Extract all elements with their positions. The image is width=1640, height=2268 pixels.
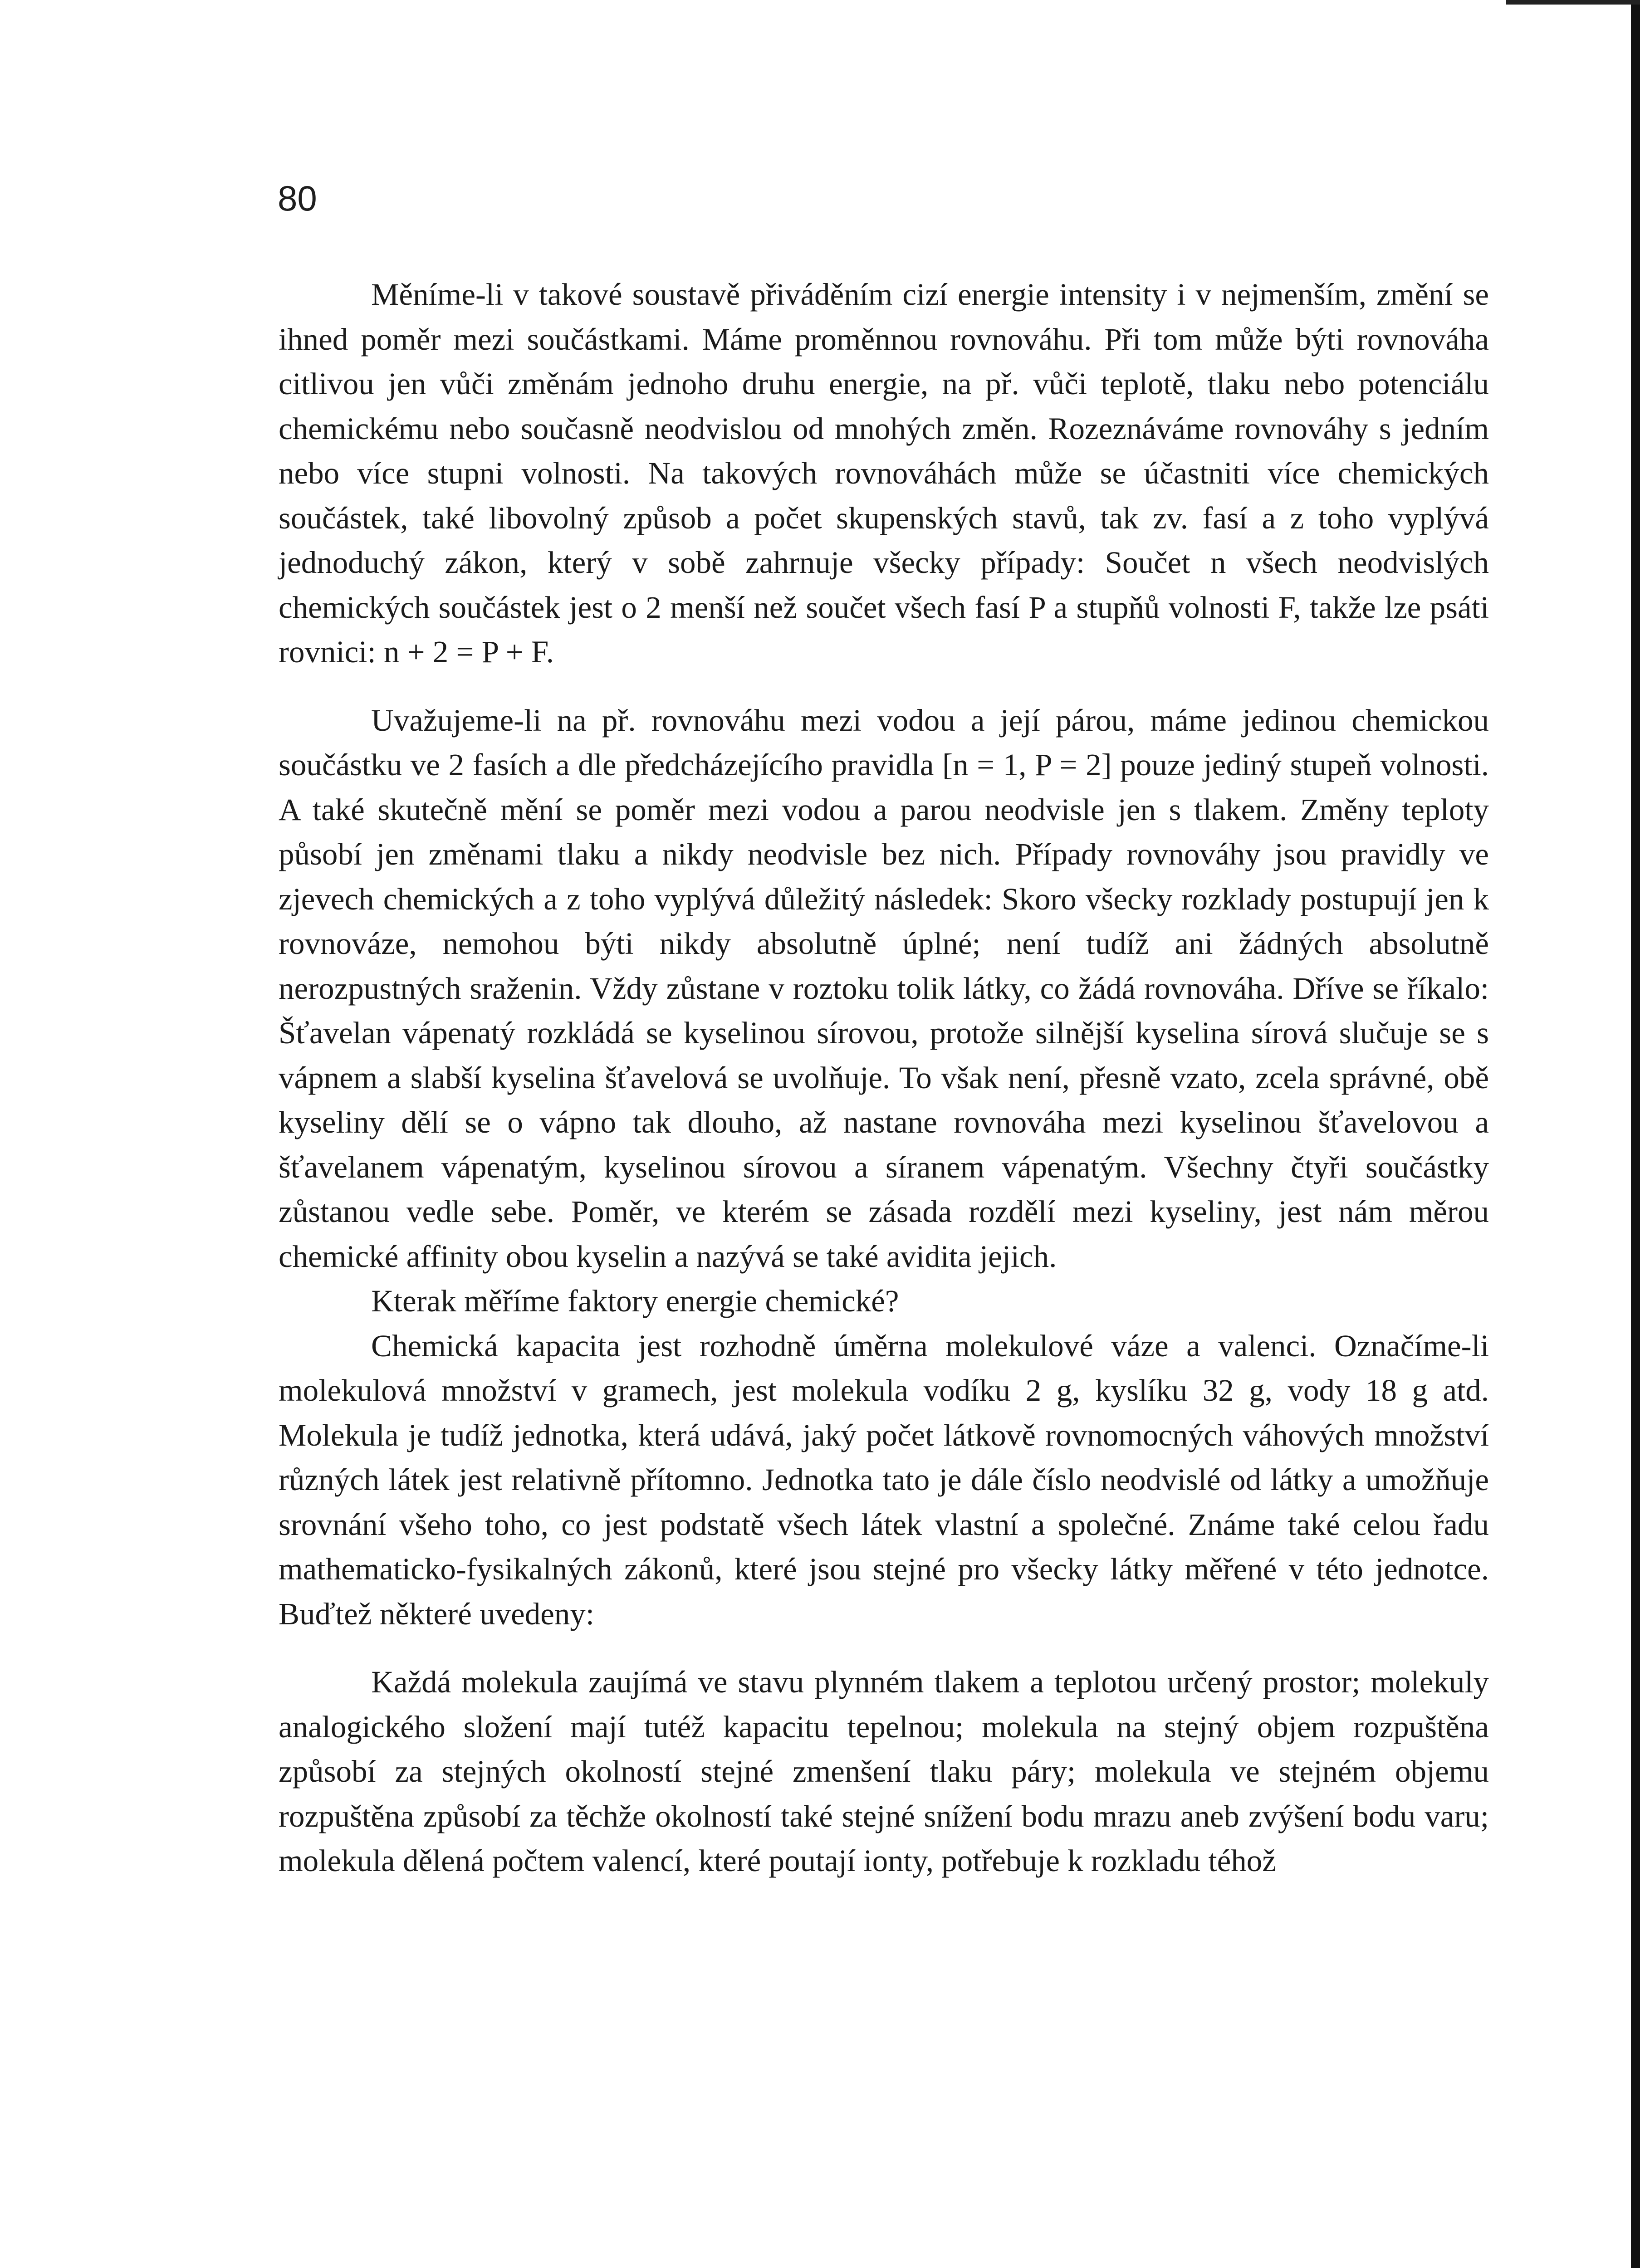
page-edge-top xyxy=(1506,0,1640,5)
paragraph-molecule-properties: Každá molekula zaujímá ve stavu plynném tlakem a teplotou určený prostor; molekuly analogického složení mají tutéž kapacitu tepelnou; molekula na stejný objem rozpuštěna způsobí za stejných okolností stejné zmenšení tlaku páry; molekula ve stejném objemu rozpuštěna způsobí za těchže okolností také stejné snížení bodu mrazu aneb zvýšení bodu varu; molekula dělená počtem valencí, které poutají ionty, potřebuje k rozkladu téhož xyxy=(279,1665,1489,1878)
page-number: 80 xyxy=(278,178,317,218)
page-edge-right xyxy=(1631,0,1640,2268)
paragraph-water-vapor: Uvažujeme-li na př. rovnováhu mezi vodou a její párou, máme jedinou chemickou součástku ve 2 fasích a dle předcházejícího pravidla [n = 1, P = 2] pouze jediný stupeň volnosti. A také skutečně mění se poměr mezi vodou a parou neodvisle jen s tlakem. Změny teploty působí jen změnami tlaku a nikdy neodvisle bez nich. Případy rovnováhy jsou pravidly ve zjevech chemických a z toho vyplývá důležitý následek: Skoro všecky rozklady postupují jen k rovnováze, nemohou býti nikdy absolutně úplné; není tudíž ani žádných absolutně nerozpustných sraženin. Vždy zůstane v roztoku tolik látky, co žádá rovnováha. Dříve se říkalo: Šťavelan vápenatý rozkládá se kyselinou sírovou, protože silnější kyselina sírová slučuje se s vápnem a slabší kyselina šťavelová se uvolňuje. To však není, přesně vzato, zcela správné, obě kyseliny dělí se o vápno tak dlouho, až nastane rovnováha mezi kyselinou šťavelovou a šťavelanem vápenatým, kyselinou sírovou a síranem vápenatým. Všechny čtyři součástky zůstanou vedle sebe. Poměr, ve kterém se zásada rozdělí mezi kyseliny, jest nám měrou chemické affinity obou kyselin a nazývá se také avidita jejich. xyxy=(279,703,1489,1274)
page-body xyxy=(279,272,1489,1883)
paragraph-question: Kterak měříme faktory energie chemické? xyxy=(371,1284,899,1318)
paragraph-chemical-capacity: Chemická kapacita jest rozhodně úměrna molekulové váze a valenci. Označíme-li molekulová množství v gramech, jest molekula vodíku 2 g, kyslíku 32 g, vody 18 g atd. Molekula je tudíž jednotka, která udává, jaký počet látkově rovnomocných váhových množství různých látek jest relativně přítomno. Jednotka tato je dále číslo neodvislé od látky a umožňuje srovnání všeho toho, co jest podstatě všech látek vlastní a společné. Známe také celou řadu mathematicko-fysikalných zákonů, které jsou stejné pro všecky látky měřené v této jednotce. Buďtež některé uvedeny: xyxy=(279,1328,1489,1631)
paragraph-equilibrium: Měníme-li v takové soustavě přiváděním cizí energie intensity i v nejmenším, změní se ihned poměr mezi součástkami. Máme proměnnou rovnováhu. Při tom může býti rovnováha citlivou jen vůči změnám jednoho druhu energie, na př. vůči teplotě, tlaku nebo potenciálu chemickému nebo současně neodvislou od mnohých změn. Rozeznáváme rovnováhy s jedním nebo více stupni volnosti. Na takových rovnováhách může se účastniti více chemických součástek, také libovolný způsob a počet skupenských stavů, tak zv. fasí a z toho vyplývá jednoduchý zákon, který v sobě zahrnuje všecky případy: Součet n všech neodvislých chemických součástek jest o 2 menší než součet všech fasí P a stupňů volnosti F, takže lze psáti rovnici: n + 2 = P + F. xyxy=(279,277,1489,669)
